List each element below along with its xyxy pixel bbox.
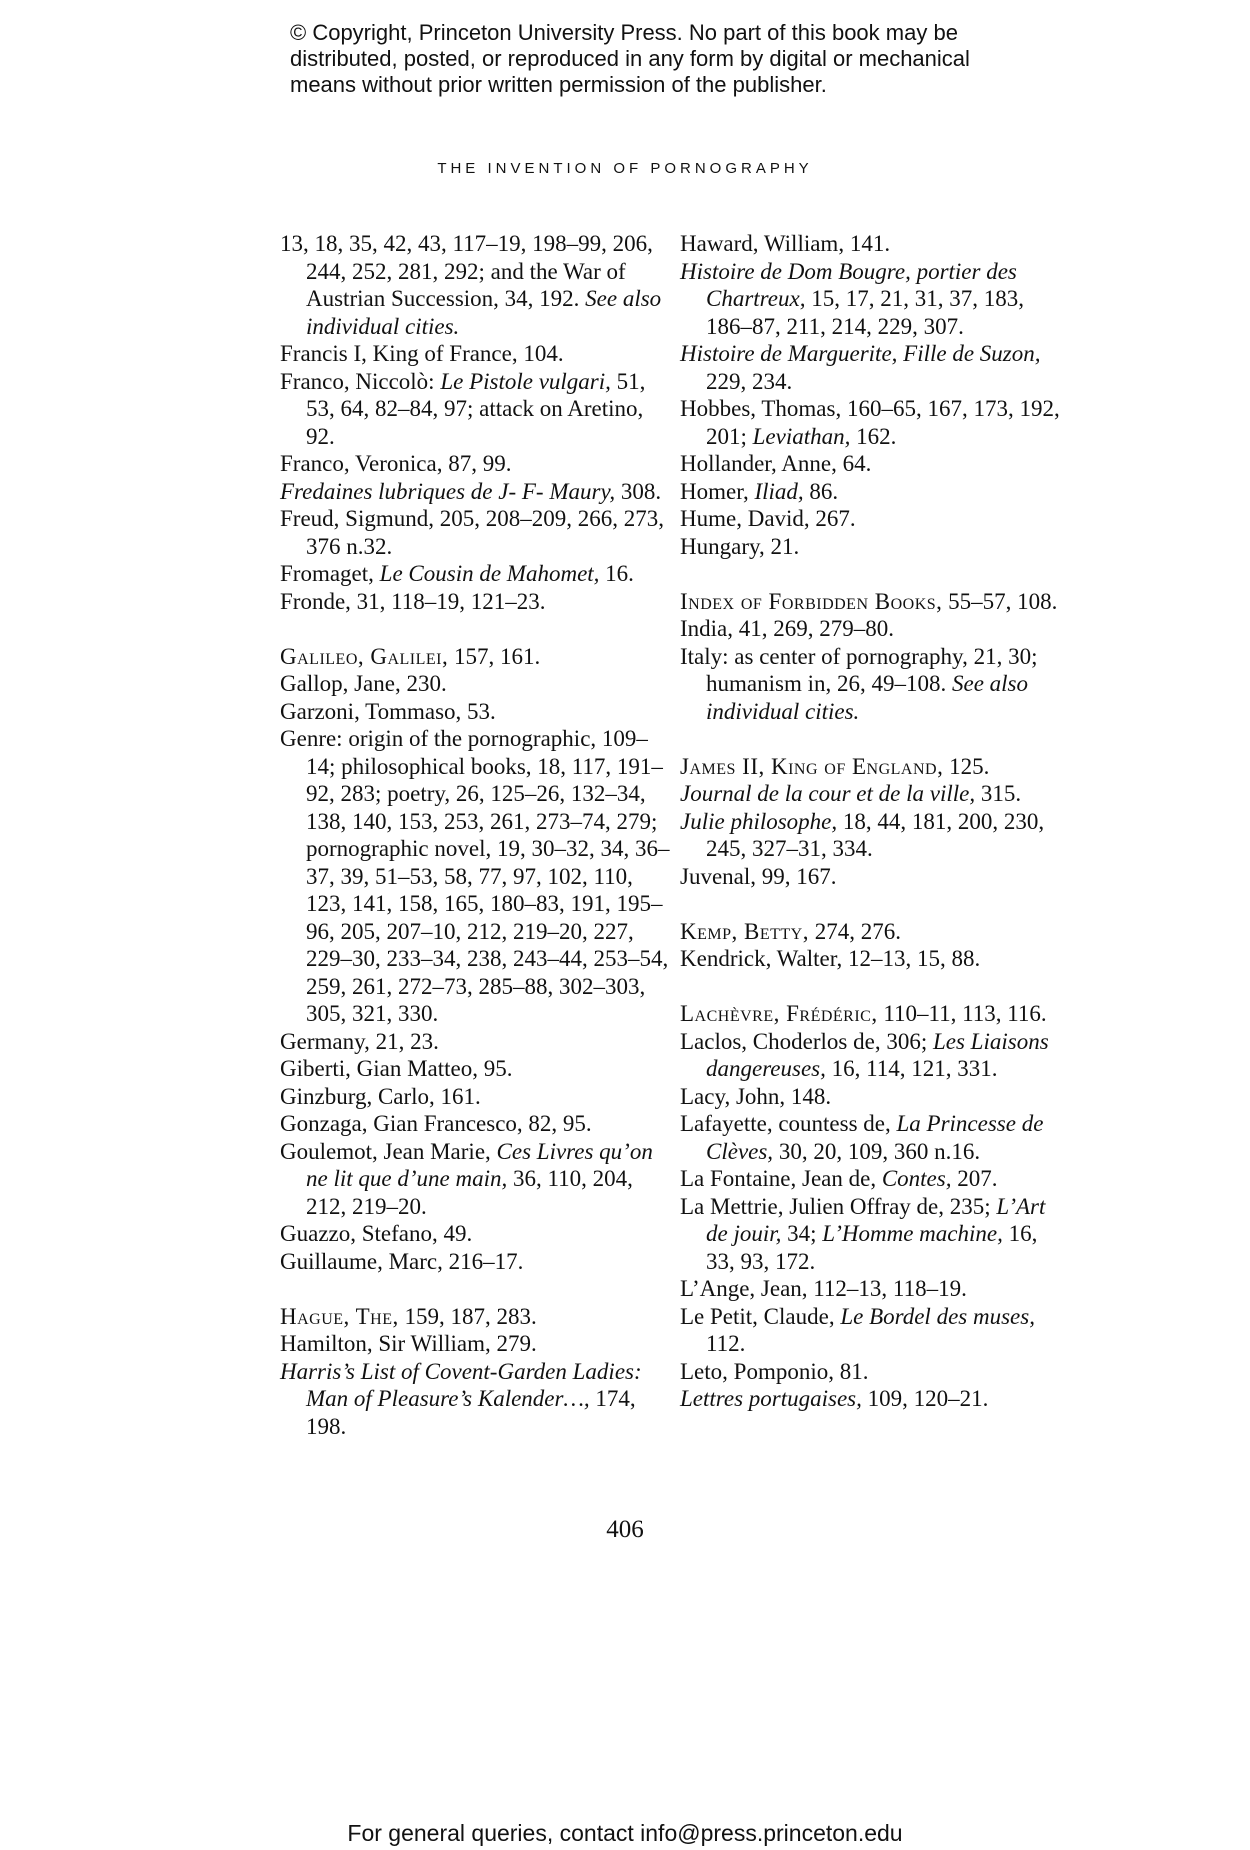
italic-title: Contes, bbox=[881, 1166, 952, 1191]
entry-text: Hamilton, Sir William, 279. bbox=[280, 1331, 537, 1356]
italic-title: Histoire de Dom Bougre, portier des Chartreux, bbox=[680, 258, 1017, 311]
italic-title: Lettres portugaises, bbox=[680, 1386, 862, 1411]
index-entry bbox=[680, 478, 1070, 506]
index-entry bbox=[280, 1303, 670, 1331]
section-gap bbox=[280, 615, 670, 643]
index-entry bbox=[680, 918, 1070, 946]
entry-text: Fromaget, bbox=[280, 561, 380, 586]
section-gap bbox=[280, 1275, 670, 1303]
index-entry bbox=[680, 1165, 1070, 1193]
entry-text: Franco, Niccolò: bbox=[280, 368, 441, 394]
index-entry bbox=[280, 1110, 670, 1138]
entry-text: Hollander, Anne, 64. bbox=[680, 451, 872, 476]
index-entry bbox=[680, 1275, 1070, 1303]
copyright-line: © Copyright, Princeton University Press. No part of this book may be bbox=[290, 20, 958, 45]
section-lead-term: James II, King of England, bbox=[680, 753, 944, 779]
index-entry bbox=[280, 340, 670, 368]
section-gap bbox=[680, 973, 1070, 1001]
entry-text: 30, 20, 109, 360 n.16. bbox=[773, 1138, 981, 1164]
entry-text: Franco, Veronica, 87, 99. bbox=[280, 451, 512, 476]
entry-text: 229, 234. bbox=[706, 368, 793, 394]
entry-text: Garzoni, Tommaso, 53. bbox=[280, 698, 496, 724]
copyright-notice bbox=[290, 20, 1070, 98]
index-entry bbox=[280, 1055, 670, 1083]
italic-title: Julie philosophe, bbox=[680, 808, 838, 834]
index-entry bbox=[680, 808, 1070, 863]
italic-title: Harris’s List of Covent-Garden Ladies: Man of Pleasure’s Kalender…, bbox=[280, 1358, 642, 1411]
entry-text: 274, 276. bbox=[808, 918, 901, 944]
index-entry bbox=[680, 533, 1070, 561]
entry-text: 51, 53, 64, 82–84, 97; attack on Aretino, 92. bbox=[306, 368, 646, 449]
italic-title: Journal de la cour et de la ville, bbox=[680, 781, 976, 806]
entry-text: 16. bbox=[599, 561, 634, 586]
index-entry bbox=[680, 1000, 1070, 1028]
entry-text: Le Petit, Claude, bbox=[680, 1303, 841, 1329]
entry-text: Goulemot, Jean Marie, bbox=[280, 1138, 497, 1164]
entry-text: Gallop, Jane, 230. bbox=[280, 671, 447, 696]
index-entry bbox=[280, 560, 670, 588]
index-entry bbox=[680, 340, 1070, 395]
index-entry bbox=[280, 1330, 670, 1358]
entry-text: Leto, Pomponio, 81. bbox=[680, 1358, 869, 1384]
italic-title: Fredaines lubriques de J- F- Maury, bbox=[280, 478, 616, 504]
italic-title: La Princesse de Clèves, bbox=[706, 1111, 1044, 1164]
index-entry bbox=[280, 698, 670, 726]
index-column-left bbox=[280, 230, 670, 1440]
index-entry bbox=[680, 1303, 1070, 1358]
italic-title: Le Bordel des muses, bbox=[840, 1303, 1035, 1329]
index-entry bbox=[680, 1193, 1070, 1276]
index-entry bbox=[280, 505, 670, 560]
entry-text: 18, 44, 181, 200, 230, 245, 327–31, 334. bbox=[706, 808, 1045, 861]
entry-text: 159, 187, 283. bbox=[398, 1303, 537, 1329]
index-entry bbox=[280, 1248, 670, 1276]
entry-text: 174, 198. bbox=[306, 1386, 636, 1439]
index-entry bbox=[680, 615, 1070, 643]
index-entry bbox=[680, 1385, 1070, 1413]
running-head: THE INVENTION OF PORNOGRAPHY bbox=[437, 160, 813, 177]
entry-text: 34; bbox=[781, 1221, 823, 1246]
index-column-right bbox=[680, 230, 1070, 1413]
entry-text: Kendrick, Walter, 12–13, 15, 88. bbox=[680, 946, 981, 971]
entry-text: 112. bbox=[706, 1331, 746, 1356]
index-entry bbox=[680, 753, 1070, 781]
entry-text: 36, 110, 204, 212, 219–20. bbox=[306, 1166, 633, 1219]
entry-text: Homer, bbox=[680, 478, 755, 504]
index-entry bbox=[280, 1083, 670, 1111]
index-entry bbox=[680, 1028, 1070, 1083]
index-entry bbox=[280, 478, 670, 506]
entry-text: 15, 17, 21, 31, 37, 183, 186–87, 211, 214, 229, 307. bbox=[706, 286, 1024, 339]
section-gap bbox=[680, 560, 1070, 588]
index-entry bbox=[680, 450, 1070, 478]
index-entry bbox=[680, 945, 1070, 973]
entry-text: Genre: origin of the pornographic, 109–14; philosophical books, 18, 117, 191–92, 283; poetry, 26, 125–26, 132–34, 138, 140, 153, 253, 261, 273–74, 279; pornographic novel, 19, 30–32, 34, 36–37, 39, 51–53, 58, 77, 97, 102, 110, 123, 141, 158, 165, 180–83, 191, 195–96, 205, 207–10, 212, 219–20, 227, 229–30, 233–34, 238, 243–44, 253–54, 259, 261, 272–73, 285–88, 302–303, 305, 321, 330. bbox=[280, 726, 670, 1026]
entry-text: La Fontaine, Jean de, bbox=[680, 1166, 882, 1191]
entry-text: Giberti, Gian Matteo, 95. bbox=[280, 1056, 513, 1081]
italic-title: Le Cousin de Mahomet, bbox=[379, 561, 600, 586]
italic-title: L’Homme machine, bbox=[822, 1221, 1003, 1246]
index-entry bbox=[680, 1083, 1070, 1111]
section-lead-term: Index of Forbidden Books, bbox=[680, 588, 943, 614]
index-entry bbox=[680, 230, 1070, 258]
entry-text: Juvenal, 99, 167. bbox=[680, 863, 837, 889]
entry-text: 13, 18, 35, 42, 43, 117–19, 198–99, 206, 244, 252, 281, 292; and the War of Austrian Succession, 34, 192. bbox=[280, 231, 653, 311]
page-number: 406 bbox=[606, 1516, 644, 1543]
index-entry bbox=[280, 450, 670, 478]
italic-title: Leviathan, bbox=[752, 423, 851, 449]
index-entry bbox=[680, 1110, 1070, 1165]
index-entry bbox=[280, 670, 670, 698]
entry-text: 315. bbox=[975, 781, 1022, 806]
index-entry bbox=[680, 643, 1070, 726]
footer-contact: For general queries, contact info@press.princeton.edu bbox=[347, 1820, 903, 1846]
index-entry bbox=[280, 588, 670, 616]
index-entry bbox=[280, 643, 670, 671]
entry-text: 308. bbox=[615, 478, 662, 504]
entry-text: Lacy, John, 148. bbox=[680, 1083, 832, 1109]
entry-text: 125. bbox=[943, 753, 990, 779]
italic-title: L’Art de jouir, bbox=[706, 1193, 1046, 1246]
entry-text: 162. bbox=[850, 423, 897, 449]
index-entry bbox=[680, 258, 1070, 341]
index-entry bbox=[680, 780, 1070, 808]
section-lead-term: Lachèvre, Frédéric, bbox=[680, 1001, 878, 1026]
entry-text: Hungary, 21. bbox=[680, 533, 800, 559]
entry-text: Hume, David, 267. bbox=[680, 506, 856, 531]
index-entry bbox=[280, 1220, 670, 1248]
italic-title: Iliad, bbox=[754, 478, 804, 504]
index-entry bbox=[280, 1138, 670, 1221]
italic-title: See also individual cities. bbox=[706, 671, 1028, 724]
entry-text: 16, 114, 121, 331. bbox=[825, 1056, 998, 1081]
entry-text: La Mettrie, Julien Offray de, 235; bbox=[680, 1193, 997, 1219]
italic-title: Histoire de Marguerite, Fille de Suzon, bbox=[680, 341, 1041, 366]
entry-text: Guillaume, Marc, 216–17. bbox=[280, 1248, 524, 1274]
italic-title: Les Liaisons dangereuses, bbox=[706, 1028, 1049, 1081]
entry-text: Hobbes, Thomas, 160–65, 167, 173, 192, 201; bbox=[680, 396, 1060, 449]
section-gap bbox=[680, 890, 1070, 918]
section-lead-term: Kemp, Betty, bbox=[680, 918, 809, 944]
entry-text: 157, 161. bbox=[448, 643, 541, 669]
index-entry bbox=[680, 588, 1070, 616]
index-entry bbox=[280, 725, 670, 1028]
section-lead-term: Hague, The, bbox=[280, 1303, 399, 1329]
entry-text: Freud, Sigmund, 205, 208–209, 266, 273, 376 n.32. bbox=[280, 506, 664, 559]
entry-text: Haward, William, 141. bbox=[680, 231, 891, 256]
entry-text: 86. bbox=[803, 478, 839, 504]
index-entry bbox=[280, 1358, 670, 1441]
section-gap bbox=[680, 725, 1070, 753]
italic-title: Ces Livres qu’on ne lit que d’une main, bbox=[306, 1138, 653, 1191]
entry-text: 16, 33, 93, 172. bbox=[706, 1221, 1038, 1274]
copyright-line: means without prior written permission of the publisher. bbox=[290, 72, 827, 97]
entry-text: Fronde, 31, 118–19, 121–23. bbox=[280, 588, 546, 614]
entry-text: Gonzaga, Gian Francesco, 82, 95. bbox=[280, 1111, 592, 1136]
copyright-line: distributed, posted, or reproduced in any form by digital or mechanical bbox=[290, 46, 970, 71]
section-lead-term: Galileo, Galilei, bbox=[280, 643, 449, 669]
entry-text: Italy: as center of pornography, 21, 30; humanism in, 26, 49–108. bbox=[680, 643, 1038, 696]
entry-text: 55–57, 108. bbox=[942, 588, 1058, 614]
italic-title: Le Pistole vulgari, bbox=[440, 368, 611, 394]
index-entry bbox=[280, 1028, 670, 1056]
index-entry bbox=[280, 368, 670, 451]
italic-title: See also individual cities. bbox=[306, 286, 662, 339]
entry-text: 110–11, 113, 116. bbox=[877, 1001, 1047, 1026]
entry-text: Ginzburg, Carlo, 161. bbox=[280, 1083, 481, 1109]
index-entry bbox=[680, 505, 1070, 533]
entry-text: L’Ange, Jean, 112–13, 118–19. bbox=[680, 1276, 967, 1301]
index-entry bbox=[680, 1358, 1070, 1386]
entry-text: Guazzo, Stefano, 49. bbox=[280, 1221, 473, 1246]
index-entry bbox=[280, 230, 670, 340]
entry-text: Germany, 21, 23. bbox=[280, 1028, 439, 1054]
index-entry bbox=[680, 395, 1070, 450]
entry-text: 207. bbox=[951, 1166, 998, 1191]
entry-text: India, 41, 269, 279–80. bbox=[680, 616, 895, 641]
entry-text: Francis I, King of France, 104. bbox=[280, 341, 564, 366]
entry-text: 109, 120–21. bbox=[861, 1386, 989, 1411]
index-entry bbox=[680, 863, 1070, 891]
entry-text: Lafayette, countess de, bbox=[680, 1111, 897, 1136]
entry-text: Laclos, Choderlos de, 306; bbox=[680, 1028, 933, 1054]
